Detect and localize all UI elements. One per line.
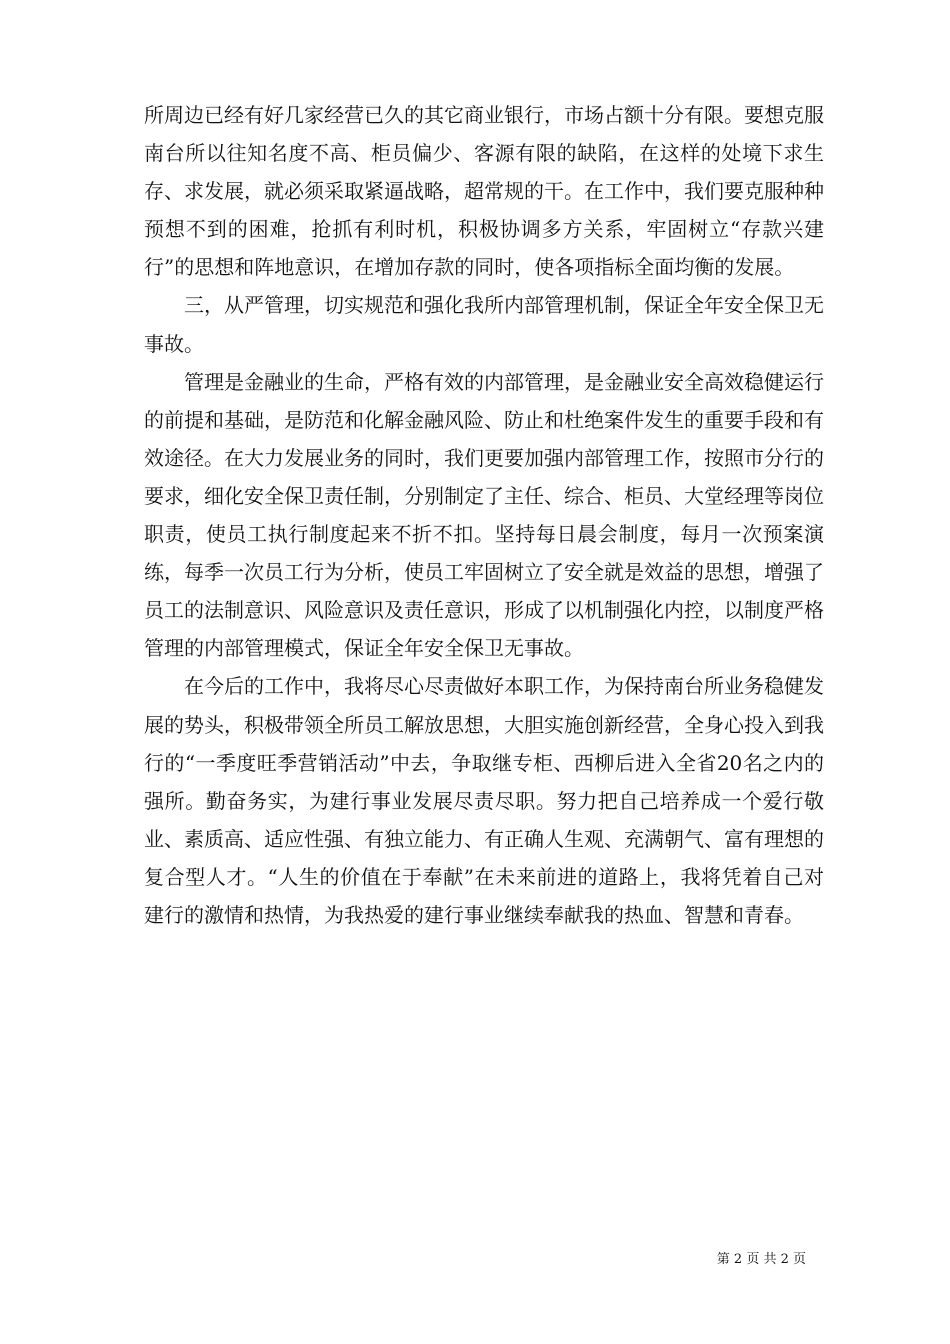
paragraph-3: 管理是金融业的生命，严格有效的内部管理，是金融业安全高效稳健运行的前提和基础，是防范和化解金融风险、防止和杜绝案件发生的重要手段和有效途径。在大力发展业务的同时，我们更要加强内部管理工作，按照市分行的要求，细化安全保卫责任制，分别制定了主任、综合、柜员、大堂经理等岗位职责，使员工执行制度起来不折不扣。坚持每日晨会制度，每月一次预案演练，每季一次员工行为分析，使员工牢固树立了安全就是效益的思想，增强了员工的法制意识、风险意识及责任意识，形成了以机制强化内控，以制度严格管理的内部管理模式，保证全年安全保卫无事故。 xyxy=(144,369,824,661)
document-body xyxy=(144,96,824,934)
paragraph-4: 在今后的工作中，我将尽心尽责做好本职工作，为保持南台所业务稳健发展的势头，积极带领全所员工解放思想，大胆实施创新经营，全身心投入到我行的“一季度旺季营销活动”中去，争取继专柜、西柳后进入全省20名之内的强所。勤奋务实，为建行事业发展尽责尽职。努力把自己培养成一个爱行敬业、素质高、适应性强、有独立能力、有正确人生观、充满朝气、富有理想的复合型人才。“人生的价值在于奉献”在未来前进的道路上，我将凭着自己对建行的激情和热情，为我热爱的建行事业继续奉献我的热血、智慧和青春。 xyxy=(144,674,824,927)
paragraph-1: 所周边已经有好几家经营已久的其它商业银行，市场占额十分有限。要想克服南台所以往知名度不高、柜员偏少、客源有限的缺陷，在这样的处境下求生存、求发展，就必须采取紧逼战略，超常规的干。在工作中，我们要克服种种预想不到的困难，抢抓有利时机，积极协调多方关系，牢固树立“存款兴建行”的思想和阵地意识，在增加存款的同时，使各项指标全面均衡的发展。 xyxy=(144,103,824,280)
page-number-footer: 第 2 页 共 2 页 xyxy=(716,1252,806,1267)
paragraph-2-heading: 三，从严管理，切实规范和强化我所内部管理机制，保证全年安全保卫无事故。 xyxy=(144,293,824,356)
